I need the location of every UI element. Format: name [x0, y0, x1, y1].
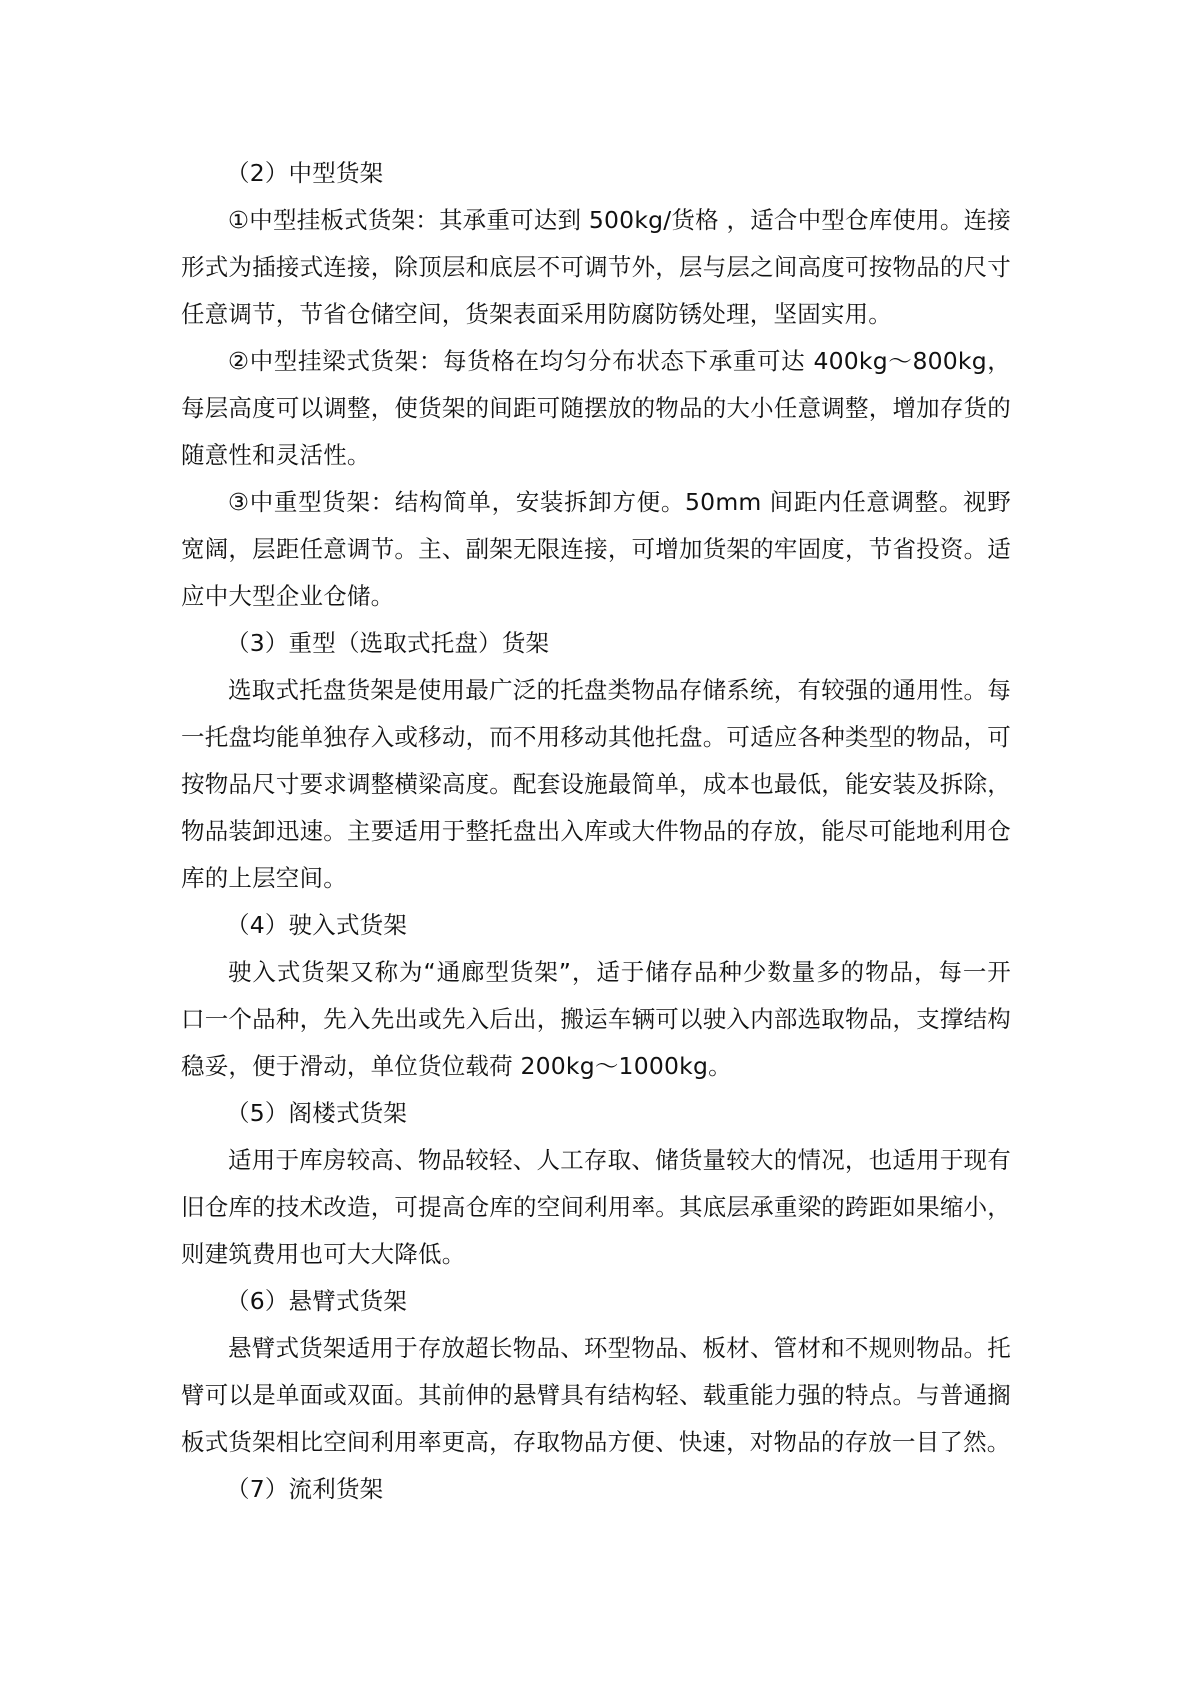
section-heading: （5）阁楼式货架	[226, 1099, 408, 1127]
document-body	[181, 150, 1011, 1513]
paragraph: 选取式托盘货架是使用最广泛的托盘类物品存储系统，有较强的通用性。每一托盘均能单独存入或移动，而不用移动其他托盘。可适应各种类型的物品，可按物品尺寸要求调整横梁高度。配套设施最简单，成本也最低，能安装及拆除，物品装卸迅速。主要适用于整托盘出入库或大件物品的存放，能尽可能地利用仓库的上层空间。	[181, 676, 1011, 892]
paragraph: ②中型挂梁式货架：每货格在均匀分布状态下承重可达 400kg～800kg，每层高度可以调整，使货架的间距可随摆放的物品的大小任意调整，增加存货的随意性和灵活性。	[181, 347, 1011, 469]
paragraph: 悬臂式货架适用于存放超长物品、环型物品、板材、管材和不规则物品。托臂可以是单面或双面。其前伸的悬臂具有结构轻、载重能力强的特点。与普通搁板式货架相比空间利用率更高，存取物品方便、快速，对物品的存放一目了然。	[181, 1334, 1011, 1456]
section-heading: （3）重型（选取式托盘）货架	[226, 629, 550, 657]
paragraph: 驶入式货架又称为“通廊型货架”，适于储存品种少数量多的物品，每一开口一个品种，先入先出或先入后出，搬运车辆可以驶入内部选取物品，支撑结构稳妥，便于滑动，单位货位载荷 200kg～1000kg。	[181, 958, 1011, 1080]
section-heading: （6）悬臂式货架	[226, 1287, 408, 1315]
section-heading: （7）流利货架	[226, 1475, 384, 1503]
paragraph: ①中型挂板式货架：其承重可达到 500kg/货格 ，适合中型仓库使用。连接形式为插接式连接，除顶层和底层不可调节外，层与层之间高度可按物品的尺寸任意调节，节省仓储空间，货架表面采用防腐防锈处理，坚固实用。	[181, 206, 1011, 328]
paragraph: ③中重型货架：结构简单，安装拆卸方便。50mm 间距内任意调整。视野宽阔，层距任意调节。主、副架无限连接，可增加货架的牢固度，节省投资。适应中大型企业仓储。	[181, 488, 1011, 610]
section-heading: （2）中型货架	[226, 159, 384, 187]
paragraph: 适用于库房较高、物品较轻、人工存取、储货量较大的情况，也适用于现有旧仓库的技术改造，可提高仓库的空间利用率。其底层承重梁的跨距如果缩小，则建筑费用也可大大降低。	[181, 1146, 1011, 1268]
section-heading: （4）驶入式货架	[226, 911, 408, 939]
